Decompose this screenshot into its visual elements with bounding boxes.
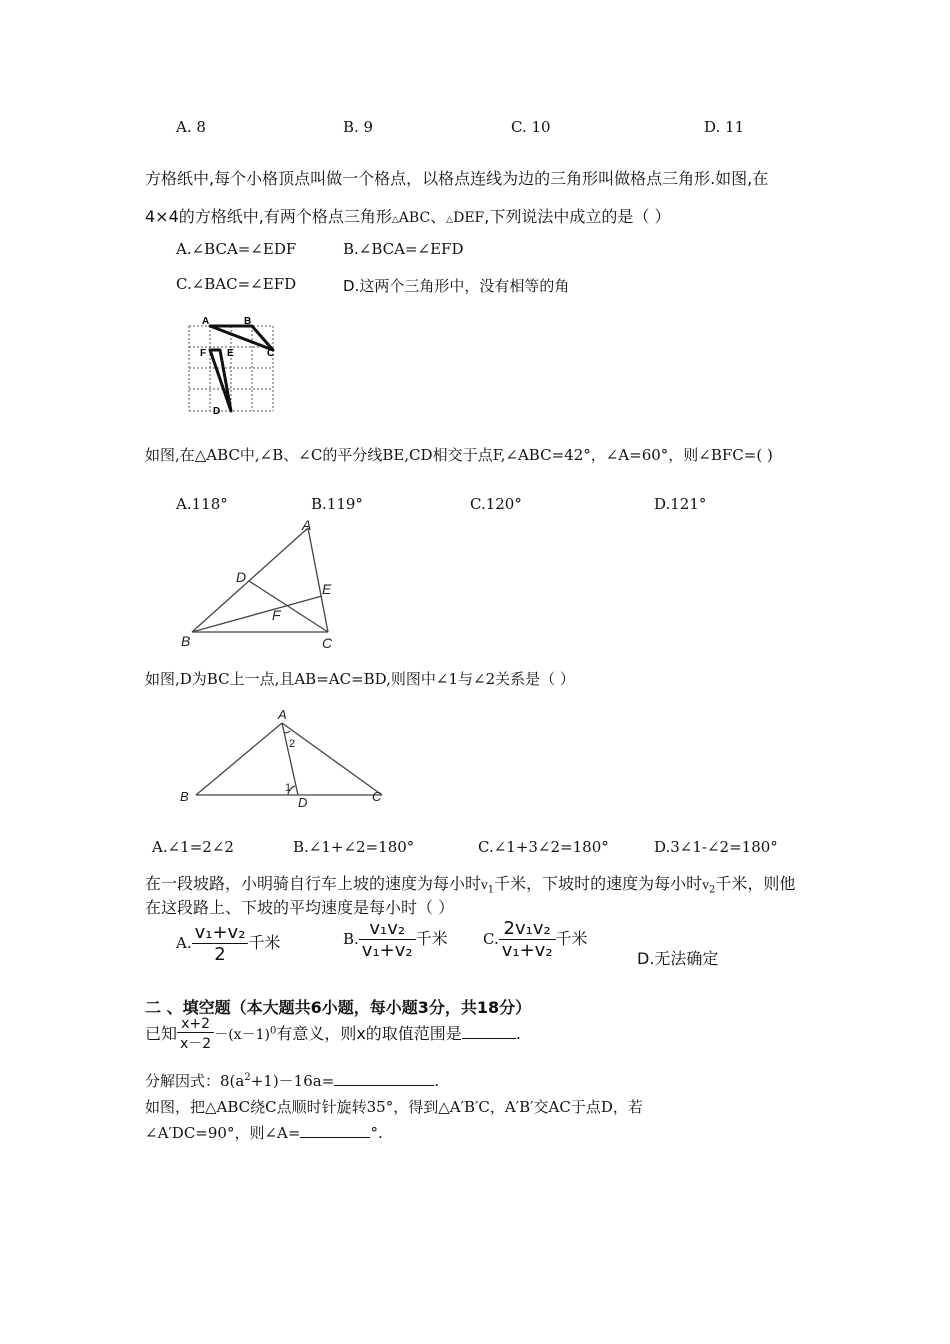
triangle-def-name: DEF (453, 210, 485, 226)
label-D: D (298, 795, 308, 807)
option-b (343, 918, 448, 961)
triangle-def (210, 350, 231, 411)
fill1-expression (214, 1027, 276, 1043)
v1-letter: v (481, 878, 488, 892)
option-d: D. 11 (704, 118, 745, 136)
v1-subscript: 1 (487, 884, 495, 896)
label-B: B (244, 316, 252, 327)
option-a: A.118° (176, 495, 228, 513)
label-D: D (236, 569, 247, 585)
fraction-a-denominator: 2 (192, 943, 249, 965)
fill1-end: . (515, 1024, 521, 1043)
triangle-abc (210, 326, 273, 350)
option-c: C.120° (470, 495, 522, 513)
speed-text-c: 千米，则他 (715, 874, 796, 893)
segment-ab (196, 723, 282, 795)
option-b: B.119° (311, 495, 363, 513)
fill2-prefix: 分解因式：8(a (145, 1072, 245, 1090)
question-fill-3-line2 (145, 1122, 383, 1143)
separator: 、 (430, 207, 447, 226)
option-c: C. 10 (511, 118, 551, 136)
answer-blank[interactable] (334, 1071, 434, 1086)
label-E: E (322, 581, 332, 597)
v1-symbol (481, 878, 495, 896)
question-fill-2 (145, 1070, 439, 1091)
fraction-a-numerator: v₁+v₂ (194, 922, 246, 943)
label-A: A (302, 517, 312, 533)
option-a: A.∠1=2∠2 (152, 838, 234, 856)
label-A: A (278, 707, 287, 722)
question-fill-3-line1: 如图，把△ABC绕C点顺时针旋转35°，得到△A′B′C，A′B′交AC于点D，若 (145, 1098, 643, 1116)
fraction-b-denominator: v₁+v₂ (359, 939, 416, 961)
label-E: E (227, 348, 234, 359)
question-speed-line2: 在这段路上、下坡的平均速度是每小时（ ） (145, 898, 455, 917)
option-c: C.∠1+3∠2=180° (478, 838, 609, 856)
fill2-exponent: 2 (244, 1072, 251, 1083)
option-b: B.∠BCA=∠EFD (343, 240, 464, 258)
fraction-c (499, 918, 556, 961)
segment-cd (249, 581, 328, 632)
label-angle-1: 1 (285, 782, 292, 794)
option-d: D.无法确定 (637, 949, 719, 968)
segment-ac (282, 723, 382, 795)
unit-label: 千米 (248, 933, 281, 952)
speed-text-b: 千米，下坡时的速度为每小时 (494, 874, 703, 893)
label-angle-2: 2 (289, 738, 296, 750)
label-A: A (202, 316, 210, 327)
bisector-triangle-figure (176, 516, 346, 652)
unit-label: 千米 (415, 929, 448, 948)
option-d: D.3∠1-∠2=180° (654, 838, 778, 856)
segment-ac (308, 528, 328, 632)
option-c: C.∠BAC=∠EFD (176, 275, 297, 293)
label-F: F (272, 607, 281, 623)
isosceles-triangle-figure (174, 703, 390, 807)
question-grid-text-b: ,下列说法中成立的是（ ） (484, 207, 671, 226)
unit-label: 千米 (555, 929, 588, 948)
option-c (483, 918, 588, 961)
label-B: B (181, 633, 191, 649)
fill1-suffix: 有意义，则x的取值范围是 (276, 1024, 462, 1043)
grid-triangle-figure (182, 312, 282, 416)
question-fill-1 (145, 1016, 521, 1053)
speed-text-a: 在一段坡路，小明骑自行车上坡的速度为每小时 (145, 874, 482, 893)
label-F: F (200, 348, 207, 359)
option-a (176, 922, 280, 965)
fraction-c-denominator: v₁+v₂ (499, 939, 556, 961)
fraction-b-numerator: v₁v₂ (369, 918, 406, 939)
triangle-symbol: △ (446, 215, 454, 225)
triangle-abc-name: ABC (398, 210, 431, 226)
option-a-label: A. (176, 934, 192, 952)
fill3-end: °. (370, 1124, 383, 1142)
fill1-denominator: x－2 (177, 1032, 214, 1053)
option-b: B.∠1+∠2=180° (293, 838, 415, 856)
answer-blank[interactable] (462, 1024, 516, 1039)
fill3-text: ∠A′DC=90°，则∠A= (145, 1124, 301, 1142)
fill1-exponent: 0 (269, 1025, 277, 1037)
label-C: C (372, 789, 382, 804)
triangle-symbol: △ (391, 215, 399, 225)
v2-subscript: 2 (708, 884, 716, 896)
question-speed-line1 (145, 871, 795, 895)
question-angles-stem: 如图,D为BC上一点,且AB=AC=BD,则图中∠1与∠2关系是（ ） (145, 670, 575, 688)
fill2-end: . (434, 1072, 440, 1090)
option-d (343, 275, 569, 296)
label-D: D (213, 406, 221, 416)
option-d-text: D.这两个三角形中，没有相等的角 (343, 277, 570, 295)
label-C: C (267, 348, 275, 359)
fraction-c-numerator: 2v₁v₂ (503, 918, 551, 939)
option-a: A.∠BCA=∠EDF (176, 240, 297, 258)
answer-blank[interactable] (300, 1123, 370, 1138)
question-grid-line2 (145, 204, 670, 227)
v2-symbol (702, 878, 716, 896)
v2-letter: v (702, 878, 709, 892)
fraction-a (192, 922, 249, 965)
fraction-b (359, 918, 416, 961)
option-c-label: C. (483, 930, 499, 948)
fill1-prefix: 已知 (145, 1024, 178, 1043)
fill2-mid: +1)－16a= (250, 1072, 335, 1090)
fraction-fill1 (177, 1016, 214, 1053)
question-bisector-stem: 如图,在△ABC中,∠B、∠C的平分线BE,CD相交于点F,∠ABC=42°，∠A=60°，则∠BFC=( ) (145, 446, 773, 464)
section-title: 二 、填空题（本大题共6小题，每小题3分，共18分） (145, 998, 532, 1017)
label-B: B (180, 789, 189, 804)
option-b-label: B. (343, 930, 359, 948)
label-C: C (322, 635, 333, 651)
fill1-mid: －(x－1) (214, 1027, 270, 1043)
option-b: B. 9 (343, 118, 374, 136)
question-grid-text-a: 4×4的方格纸中,有两个格点三角形 (145, 207, 392, 226)
option-d: D.121° (654, 495, 707, 513)
question-grid-line1: 方格纸中,每个小格顶点叫做一个格点，以格点连线为边的三角形叫做格点三角形.如图,在 (145, 169, 769, 188)
option-a: A. 8 (176, 118, 206, 136)
fill1-numerator: x+2 (181, 1016, 211, 1032)
angle-2-arc (284, 731, 290, 733)
